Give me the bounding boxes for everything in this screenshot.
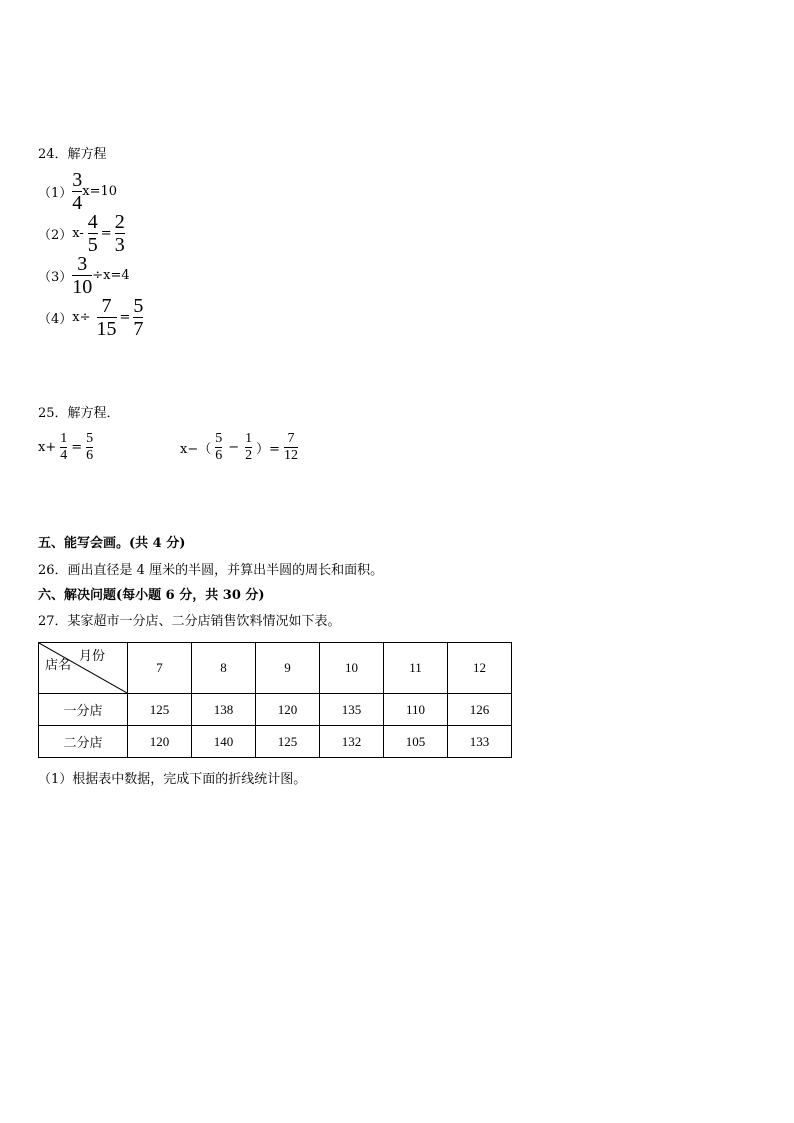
eq-pre: x−（ — [180, 442, 212, 457]
fraction: $\frac{1}{2}$ — [245, 431, 253, 463]
corner-store-label: 店名 — [45, 657, 72, 672]
fraction: $\frac{2}{3}$ — [114, 211, 125, 256]
table-cell: 110 — [384, 694, 448, 726]
month-header: 9 — [256, 643, 320, 694]
minus-sign: − — [228, 440, 240, 455]
q24-item-3 — [38, 254, 130, 297]
close-paren-equals: ）= — [256, 442, 281, 457]
fraction: $\frac{3}{4}$ — [72, 169, 83, 214]
fraction: $\frac{7}{15}$ — [96, 295, 117, 340]
q24-item-2 — [38, 212, 125, 255]
q24-item-rest: x=10 — [82, 184, 118, 199]
table-header-row — [39, 643, 512, 694]
table-cell: 138 — [192, 694, 256, 726]
q24-item-pre: x- — [72, 226, 84, 241]
equals-sign: = — [100, 226, 112, 241]
eq-pre: x+ — [38, 440, 57, 455]
store-name-cell: 二分店 — [39, 726, 128, 758]
q27-sub-question-1: （1）根据表中数据，完成下面的折线统计图。 — [38, 772, 307, 787]
table-cell: 120 — [256, 694, 320, 726]
corner-month-label: 月份 — [78, 648, 105, 663]
q24-item-label: （1） — [38, 186, 73, 201]
table-cell: 125 — [256, 726, 320, 758]
table-cell: 126 — [448, 694, 512, 726]
q25-equation-1 — [38, 432, 93, 463]
q24-item-pre: x÷ — [72, 310, 91, 325]
q24-item-4 — [38, 296, 143, 339]
month-header: 8 — [192, 643, 256, 694]
month-header: 12 — [448, 643, 512, 694]
table-cell: 120 — [128, 726, 192, 758]
q24-item-label: （2） — [38, 228, 73, 243]
q25-equation-2 — [180, 432, 298, 463]
fraction: $\frac{5}{7}$ — [133, 295, 144, 340]
table-row — [39, 726, 512, 758]
table-cell: 105 — [384, 726, 448, 758]
fraction: $\frac{1}{4}$ — [60, 431, 68, 463]
fraction: $\frac{5}{6}$ — [215, 431, 223, 463]
month-header: 10 — [320, 643, 384, 694]
q24-item-label: （3） — [38, 270, 73, 285]
fraction: $\frac{7}{12}$ — [284, 431, 299, 463]
q27-title: 27．某家超市一分店、二分店销售饮料情况如下表。 — [38, 614, 341, 629]
q26-text: 26．画出直径是 4 厘米的半圆，并算出半圆的周长和面积。 — [38, 563, 384, 578]
table-cell: 132 — [320, 726, 384, 758]
q24-item-label: （4） — [38, 312, 73, 327]
table-cell: 125 — [128, 694, 192, 726]
table-cell: 140 — [192, 726, 256, 758]
store-name-cell: 一分店 — [39, 694, 128, 726]
q24-item-rest: ÷x=4 — [92, 268, 130, 283]
table-corner-cell — [39, 643, 128, 694]
q24-title: 24．解方程 — [38, 147, 107, 162]
q24-item-1 — [38, 170, 117, 213]
fraction: $\frac{5}{6}$ — [86, 431, 94, 463]
table-row — [39, 694, 512, 726]
equals-sign: = — [71, 440, 83, 455]
month-header: 11 — [384, 643, 448, 694]
table-cell: 133 — [448, 726, 512, 758]
section-six-heading: 六、解决问题(每小题 6 分，共 30 分) — [38, 588, 265, 603]
sales-table — [38, 642, 512, 758]
section-five-heading: 五、能写会画。(共 4 分) — [38, 536, 186, 551]
q25-title: 25．解方程． — [38, 406, 120, 421]
equals-sign: = — [119, 310, 131, 325]
fraction: $\frac{4}{5}$ — [87, 211, 98, 256]
month-header: 7 — [128, 643, 192, 694]
table-cell: 135 — [320, 694, 384, 726]
fraction: $\frac{3}{10}$ — [72, 253, 93, 298]
